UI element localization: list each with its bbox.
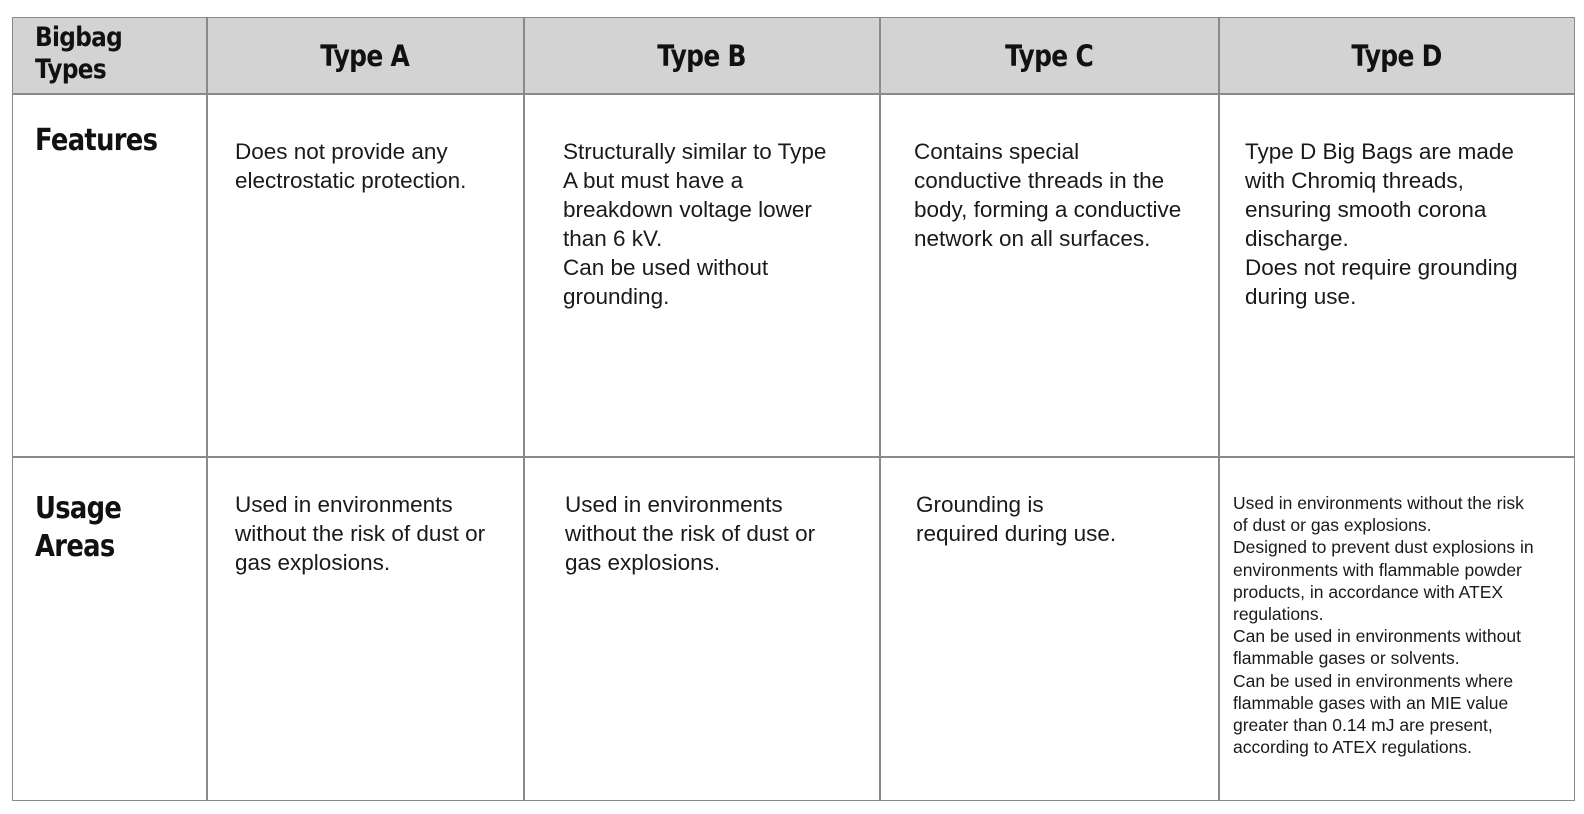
row-divider	[13, 93, 1574, 95]
features-type-b-cell: Structurally similar to Type A but must have a breakdown voltage lower than 6 kV. Can be used without grounding.	[563, 139, 827, 309]
row-divider	[13, 456, 1574, 458]
column-divider	[523, 18, 525, 800]
column-header-label: Type B	[657, 38, 746, 73]
column-header-type-d	[1219, 18, 1574, 93]
column-divider	[879, 18, 881, 800]
column-divider	[1218, 18, 1220, 800]
features-type-c-cell: Contains special conductive threads in the body, forming a conductive network on all surfaces.	[914, 139, 1182, 251]
usage-type-d-cell: Used in environments without the risk of dust or gas explosions. Designed to prevent dust explosions in environments with flammable powder products, in accordance with ATEX regulations. Can be used in environments without flammable gases or solvents. Can be used in environments where flammable gases with an MIE value greater than 0.14 mJ are present, according to ATEX regulations.	[1233, 493, 1534, 758]
bigbag-types-table	[12, 17, 1575, 801]
features-type-a-cell: Does not provide any electrostatic protection.	[235, 139, 467, 193]
column-header-type-c	[880, 18, 1218, 93]
usage-type-b-cell: Used in environments without the risk of dust or gas explosions.	[565, 492, 816, 575]
usage-type-a-cell: Used in environments without the risk of dust or gas explosions.	[235, 492, 486, 575]
features-type-d-cell: Type D Big Bags are made with Chromiq threads, ensuring smooth corona discharge. Does not require grounding during use.	[1245, 139, 1518, 309]
column-divider	[206, 18, 208, 800]
column-header-label: Type D	[1351, 38, 1442, 73]
row-header-features: Features	[35, 123, 158, 158]
column-header-type-b	[524, 18, 879, 93]
corner-header: Bigbag Types	[35, 22, 123, 85]
row-header-usage-areas: Usage Areas	[35, 491, 122, 564]
usage-type-c-cell: Grounding is required during use.	[916, 492, 1117, 546]
column-header-type-a	[207, 18, 523, 93]
column-header-label: Type C	[1005, 38, 1093, 73]
column-header-label: Type A	[320, 38, 410, 73]
